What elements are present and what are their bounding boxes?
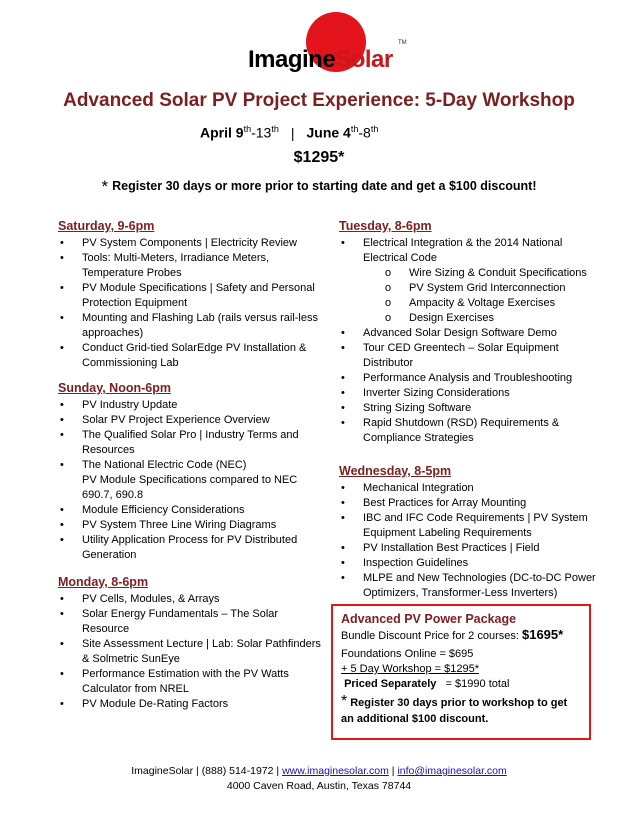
- power-package-box: [331, 604, 591, 740]
- sunday-heading: Sunday, Noon-6pm: [58, 381, 171, 395]
- page-title: Advanced Solar PV Project Experience: 5-Day Workshop: [63, 90, 575, 111]
- list-item: • PV Module De-Rating Factors: [58, 697, 326, 712]
- list-item: • Best Practices for Array Mounting: [339, 496, 603, 511]
- workshop-price: $1295*: [293, 149, 345, 166]
- list-item: • Solar Energy Fundamentals – The Solar Resource: [58, 607, 326, 637]
- list-item: • Electrical Integration & the 2014 National Electrical Code: [339, 236, 595, 266]
- list-item: • Conduct Grid-tied SolarEdge PV Installation & Commissioning Lab: [58, 341, 326, 371]
- monday-heading: Monday, 8-6pm: [58, 575, 149, 589]
- contact-line: ImagineSolar | (888) 514-1972 | www.imaginesolar.com | info@imaginesolar.com: [131, 765, 507, 777]
- list-item: • Rapid Shutdown (RSD) Requirements & Compliance Strategies: [339, 416, 595, 446]
- list-item: • IBC and IFC Code Requirements | PV System Equipment Labeling Requirements: [339, 511, 603, 541]
- list-item: • The National Electric Code (NEC) PV Module Specifications compared to NEC 690.7, 690.8: [58, 458, 326, 503]
- list-item: • PV Module Specifications | Safety and Personal Protection Equipment: [58, 281, 326, 311]
- tuesday-section: [339, 219, 595, 446]
- footer: [0, 764, 638, 794]
- list-item: • Mounting and Flashing Lab (rails versus rail-less approaches): [58, 311, 326, 341]
- list-item: • Tools: Multi-Meters, Irradiance Meters, Temperature Probes: [58, 251, 326, 281]
- sub-list-item: o Design Exercises: [339, 311, 595, 326]
- website-link[interactable]: www.imaginesolar.com: [282, 765, 389, 777]
- list-item: • Utility Application Process for PV Distributed Generation: [58, 533, 326, 563]
- wednesday-section: [339, 464, 603, 601]
- list-item: • Inverter Sizing Considerations: [339, 386, 595, 401]
- monday-list: [58, 592, 326, 712]
- saturday-heading: Saturday, 9-6pm: [58, 219, 155, 233]
- list-item: • PV Installation Best Practices | Field: [339, 541, 603, 556]
- tuesday-heading: Tuesday, 8-6pm: [339, 219, 432, 233]
- early-registration-discount: * Register 30 days or more prior to starting date and get a $100 discount!: [101, 177, 537, 196]
- list-item: • Tour CED Greentech – Solar Equipment Distributor: [339, 341, 595, 371]
- tuesday-list: [339, 236, 595, 446]
- sunday-list: [58, 398, 326, 563]
- list-item: • Inspection Guidelines: [339, 556, 603, 571]
- package-heading: Advanced PV Power Package: [341, 612, 517, 626]
- wednesday-list: [339, 481, 603, 601]
- sub-list-item: o PV System Grid Interconnection: [339, 281, 595, 296]
- nec-sub-text: PV Module Specifications compared to NEC 690.7, 690.8: [82, 474, 298, 501]
- list-item: • PV Industry Update: [58, 398, 326, 413]
- list-item: • Module Efficiency Considerations: [58, 503, 326, 518]
- workshop-dates: April 9th-13th | June 4th-8th: [200, 124, 379, 141]
- list-item: • Performance Analysis and Troubleshooting: [339, 371, 595, 386]
- separately-line: Priced Separately = $1990 total: [344, 678, 510, 690]
- sub-list-item: o Ampacity & Voltage Exercises: [339, 296, 595, 311]
- package-discount-note: * Register 30 days prior to workshop to get an additional $100 discount.: [341, 693, 568, 725]
- trademark-mark: TM: [398, 40, 407, 46]
- list-item: • PV System Components | Electricity Review: [58, 236, 326, 251]
- bundle-price-line: Bundle Discount Price for 2 courses: $1695*: [341, 627, 564, 642]
- address-line: 4000 Caven Road, Austin, Texas 78744: [226, 780, 412, 792]
- foundations-line: Foundations Online = $695: [341, 648, 474, 660]
- wednesday-heading: Wednesday, 8-5pm: [339, 464, 452, 478]
- logo-wordmark: ImagineSolar: [248, 46, 393, 73]
- phone-number: (888) 514-1972: [201, 765, 274, 777]
- list-item: • Mechanical Integration: [339, 481, 603, 496]
- list-item: • MLPE and New Technologies (DC-to-DC Power Optimizers, Transformer-Less Inverters): [339, 571, 603, 601]
- monday-section: [58, 575, 326, 712]
- email-link[interactable]: info@imaginesolar.com: [397, 765, 507, 777]
- list-item: • Solar PV Project Experience Overview: [58, 413, 326, 428]
- saturday-list: [58, 236, 326, 371]
- list-item: • PV Cells, Modules, & Arrays: [58, 592, 326, 607]
- list-item: • The Qualified Solar Pro | Industry Terms and Resources: [58, 428, 326, 458]
- sunday-section: [58, 381, 326, 563]
- list-item: • Site Assessment Lecture | Lab: Solar Pathfinders & Solmetric SunEye: [58, 637, 326, 667]
- saturday-section: [58, 219, 326, 371]
- list-item: • String Sizing Software: [339, 401, 595, 416]
- list-item: • PV System Three Line Wiring Diagrams: [58, 518, 326, 533]
- sub-list-item: o Wire Sizing & Conduit Specifications: [339, 266, 595, 281]
- workshop-line: + 5 Day Workshop = $1295*: [341, 663, 479, 675]
- list-item: • Performance Estimation with the PV Watts Calculator from NREL: [58, 667, 326, 697]
- imaginesolar-logo: [248, 12, 408, 74]
- list-item: • Advanced Solar Design Software Demo: [339, 326, 595, 341]
